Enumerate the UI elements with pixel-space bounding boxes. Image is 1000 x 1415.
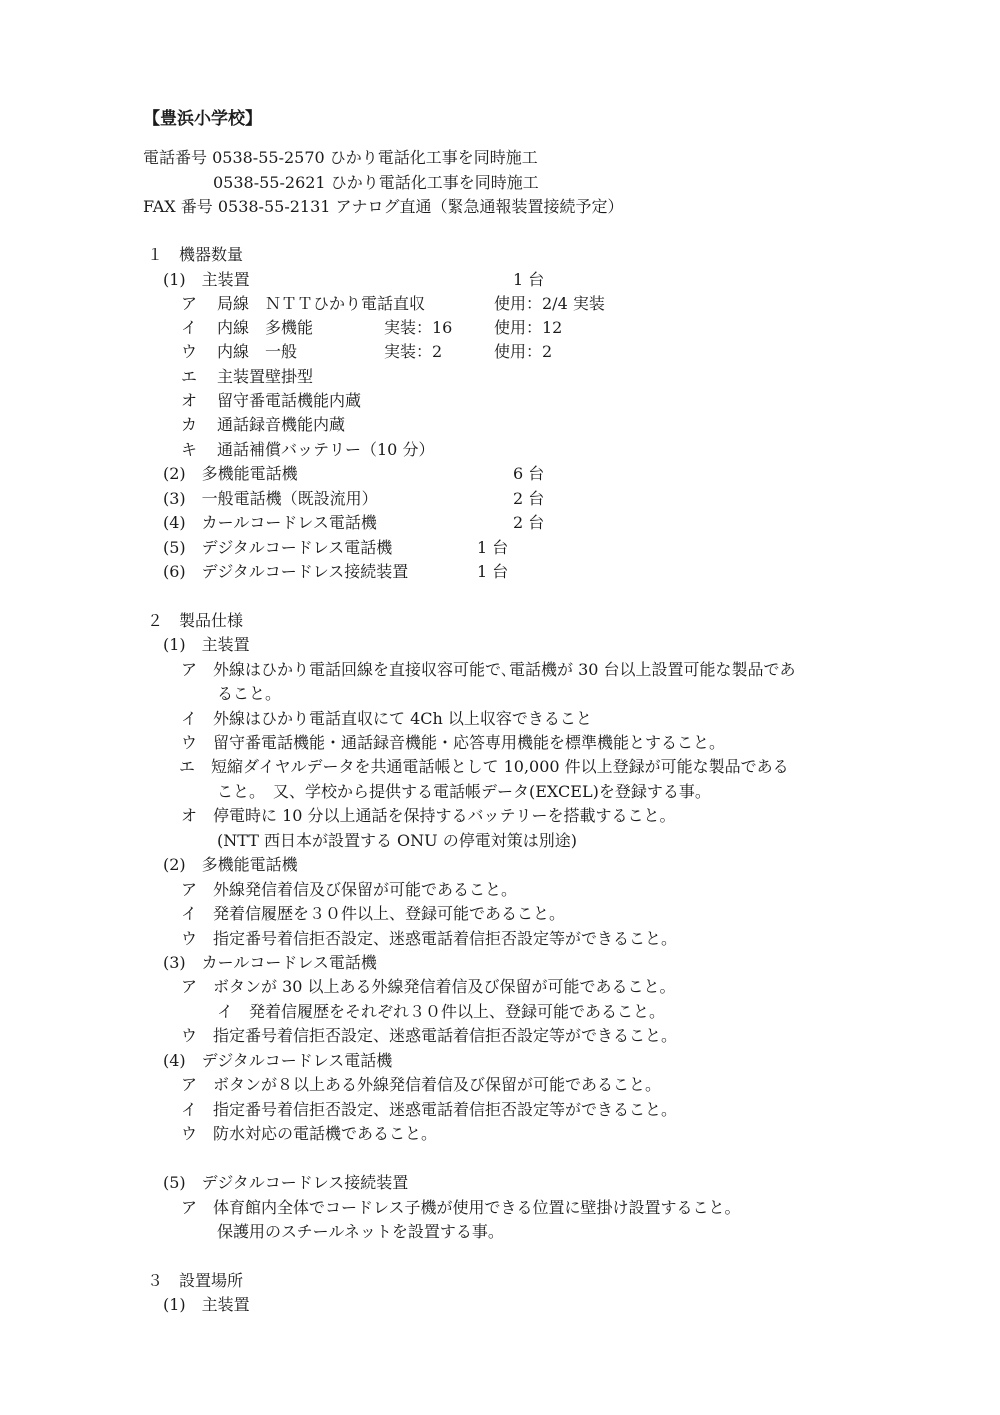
detail-text: 主装置壁掛型 xyxy=(217,367,314,386)
spec-text: ウ 防水対応の電話機であること。 xyxy=(181,1124,438,1143)
spec-text: こと。 又、学校から提供する電話帳データ(EXCEL)を登録する事。 xyxy=(217,782,711,801)
page-title: 【豊浜小学校】 xyxy=(143,109,262,129)
detail-col3: 使用：2/4 実装 xyxy=(494,294,605,313)
spec-text: ること。 xyxy=(217,684,282,703)
spec-text: イ 外線はひかり電話直収にて 4Ch 以上収容できること xyxy=(181,709,592,728)
spec-text: 保護用のスチールネットを設置する事。 xyxy=(217,1222,504,1241)
detail-text: 通話録音機能内蔵 xyxy=(217,415,346,434)
s2-sub3-label: (3) カールコードレス電話機 xyxy=(163,953,377,972)
s1-item1-label: (1) 主装置 xyxy=(163,270,250,289)
spec-text: ウ 指定番号着信拒否設定、迷惑電話着信拒否設定等ができること。 xyxy=(181,1026,678,1045)
detail-key: エ xyxy=(181,367,198,386)
detail-key: ウ xyxy=(181,342,198,361)
detail-key: キ xyxy=(181,440,198,459)
detail-text: 内線 多機能 xyxy=(217,318,314,337)
detail-col3: 使用：2 xyxy=(494,342,553,361)
detail-key: ア xyxy=(181,294,198,313)
detail-key: オ xyxy=(181,391,198,410)
detail-text: 局線 ＮＴＴひかり電話直収 xyxy=(217,294,426,313)
s1-item5-label: (5) デジタルコードレス電話機 xyxy=(163,538,393,557)
spec-text: (NTT 西日本が設置する ONU の停電対策は別途) xyxy=(217,831,577,850)
spec-text: ウ 指定番号着信拒否設定、迷惑電話着信拒否設定等ができること。 xyxy=(181,929,678,948)
spec-text: イ 発着信履歴を３０件以上、登録可能であること。 xyxy=(181,904,566,923)
s2-sub1-label: (1) 主装置 xyxy=(163,635,250,654)
spec-text: イ 発着信履歴をそれぞれ３０件以上、登録可能であること。 xyxy=(217,1002,666,1021)
s2-sub2-label: (2) 多機能電話機 xyxy=(163,855,298,874)
s3-sub1-label: (1) 主装置 xyxy=(163,1295,250,1314)
s2-sub4-label: (4) デジタルコードレス電話機 xyxy=(163,1051,393,1070)
section2-heading: ２ 製品仕様 xyxy=(147,611,244,630)
s1-item3-qty: 2 台 xyxy=(513,489,545,508)
detail-key: イ xyxy=(181,318,198,337)
section1-heading: １ 機器数量 xyxy=(147,245,244,264)
spec-text: ア ボタンが 30 以上ある外線発信着信及び保留が可能であること。 xyxy=(181,977,676,996)
detail-key: カ xyxy=(181,415,198,434)
s1-item5-qty: 1 台 xyxy=(477,538,509,557)
tel-line-1: 電話番号 0538-55-2570 ひかり電話化工事を同時施工 xyxy=(143,148,538,167)
s2-sub5-label: (5) デジタルコードレス接続装置 xyxy=(163,1173,409,1192)
s1-item2-label: (2) 多機能電話機 xyxy=(163,464,298,483)
spec-text: ウ 留守番電話機能・通話録音機能・応答専用機能を標準機能とすること。 xyxy=(181,733,726,752)
s1-item6-qty: 1 台 xyxy=(477,562,509,581)
s1-item4-label: (4) カールコードレス電話機 xyxy=(163,513,377,532)
detail-text: 留守番電話機能内蔵 xyxy=(217,391,362,410)
section3-heading: ３ 設置場所 xyxy=(147,1271,244,1290)
detail-text: 通話補償バッテリー（10 分） xyxy=(217,440,435,459)
detail-col2: 実装：16 xyxy=(384,318,453,337)
fax-line: FAX 番号 0538-55-2131 アナログ直通（緊急通報装置接続予定） xyxy=(143,197,624,216)
s1-item1-qty: 1 台 xyxy=(513,270,545,289)
s1-item3-label: (3) 一般電話機（既設流用） xyxy=(163,489,378,508)
s1-item4-qty: 2 台 xyxy=(513,513,545,532)
spec-text: ア 体育館内全体でコードレス子機が使用できる位置に壁掛け設置すること。 xyxy=(181,1198,741,1217)
spec-text: ア ボタンが８以上ある外線発信着信及び保留が可能であること。 xyxy=(181,1075,662,1094)
s1-item2-qty: 6 台 xyxy=(513,464,545,483)
detail-col3: 使用：12 xyxy=(494,318,563,337)
spec-text: エ 短縮ダイヤルデータを共通電話帳として 10,000 件以上登録が可能な製品である xyxy=(179,757,789,776)
spec-text: ア 外線はひかり電話回線を直接収容可能で､電話機が 30 台以上設置可能な製品であ xyxy=(181,660,796,679)
detail-col2: 実装：2 xyxy=(384,342,443,361)
tel-line-2: 0538-55-2621 ひかり電話化工事を同時施工 xyxy=(213,173,539,192)
s1-item6-label: (6) デジタルコードレス接続装置 xyxy=(163,562,409,581)
detail-text: 内線 一般 xyxy=(217,342,298,361)
spec-text: オ 停電時に 10 分以上通話を保持するバッテリーを搭載すること。 xyxy=(181,806,676,825)
spec-text: イ 指定番号着信拒否設定、迷惑電話着信拒否設定等ができること。 xyxy=(181,1100,678,1119)
spec-text: ア 外線発信着信及び保留が可能であること。 xyxy=(181,880,518,899)
